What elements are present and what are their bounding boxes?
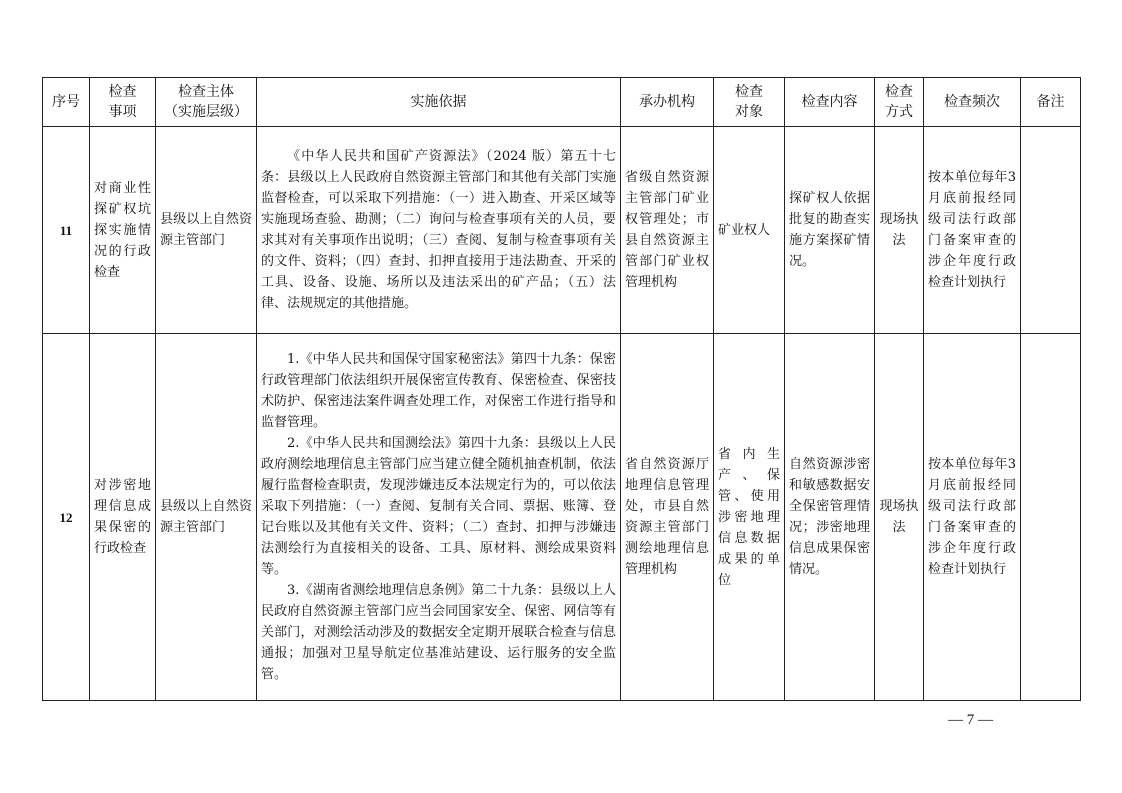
inspection-content: 探矿权人依据批复的勘查实施方案探矿情况。 [785, 127, 875, 334]
inspection-subject: 县级以上自然资源主管部门 [156, 334, 257, 701]
header-cell [875, 78, 924, 127]
inspection-method: 现场执法 [875, 334, 924, 701]
remarks [1021, 334, 1081, 701]
inspection-method: 现场执法 [875, 127, 924, 334]
inspection-item: 对商业性探矿权坑探实施情况的行政检查 [90, 127, 156, 334]
basis-paragraph: 2.《中华人民共和国测绘法》第四十九条：县级以上人民政府测绘地理信息主管部门应当建立健全随机抽查机制，依法履行监督检查职责，发现涉嫌违反本法规定行为的，可以依法采取下列措施：（一）查阅、复制有关合同、票据、账簿、登记台账以及其他有关文件、资料；（二）查封、扣押与涉嫌违法测绘行为直接相关的设备、工具、原材料、测绘成果资料等。 [261, 436, 616, 577]
basis-paragraph: 《中华人民共和国矿产资源法》（2024 版）第五十七条：县级以上人民政府自然资源主管部门和其他有关部门实施监督检查，可以采取下列措施：（一）进入勘查、开采区域等实施现场查验、勘测；（二）询问与检查事项有关的人员，要求其对有关事项作出说明；（三）查阅、复制与检查事项有关的文件、资料；（四）查封、扣押直接用于违法勘查、开采的工具、设备、设施、场所以及违法采出的矿产品；（五）法律、法规规定的其他措施。 [261, 149, 616, 311]
handling-agency: 省级自然资源主管部门矿业权管理处；市县自然资源主管部门矿业权管理机构 [621, 127, 714, 334]
inspection-frequency: 按本单位每年3月底前报经同级司法行政部门备案审查的涉企年度行政检查计划执行 [924, 127, 1021, 334]
table-row [43, 334, 1081, 701]
inspection-item: 对涉密地理信息成果保密的行政检查 [90, 334, 156, 701]
header-cell [156, 78, 257, 127]
inspection-content: 自然资源涉密和敏感数据安全保密管理情况；涉密地理信息成果保密情况。 [785, 334, 875, 701]
header-row [43, 78, 1081, 127]
inspection-table [42, 77, 1081, 701]
header-text: 检查 方式 [885, 84, 913, 120]
inspection-frequency: 按本单位每年3月底前报经同级司法行政部门备案审查的涉企年度行政检查计划执行 [924, 334, 1021, 701]
remarks [1021, 127, 1081, 334]
basis-paragraph: 1.《中华人民共和国保守国家秘密法》第四十九条：保密行政管理部门依法组织开展保密宣传教育、保密检查、保密技术防护、保密违法案件调查处理工作，对保密工作进行指导和监督管理。 [261, 352, 616, 430]
header-text: 检查 事项 [108, 84, 137, 120]
legal-basis [257, 127, 621, 334]
handling-agency: 省自然资源厅地理信息管理处，市县自然资源主管部门测绘地理信息管理机构 [621, 334, 714, 701]
header-cell: 检查内容 [785, 78, 875, 127]
header-text: 检查 对象 [735, 84, 763, 120]
header-cell: 备注 [1021, 78, 1081, 127]
inspection-target: 矿业权人 [714, 127, 785, 334]
header-cell: 序号 [43, 78, 90, 127]
basis-paragraph: 3.《湖南省测绘地理信息条例》第二十九条：县级以上人民政府自然资源主管部门应当会同国家安全、保密、网信等有关部门，对测绘活动涉及的数据安全定期开展联合检查与信息通报；加强对卫星导航定位基准站建设、运行服务的安全监管。 [261, 583, 616, 682]
page-number: — 7 — [948, 712, 993, 728]
header-cell: 检查频次 [924, 78, 1021, 127]
row-number: 12 [43, 334, 90, 701]
header-cell: 实施依据 [257, 78, 621, 127]
header-cell [714, 78, 785, 127]
inspection-subject: 县级以上自然资源主管部门 [156, 127, 257, 334]
inspection-target: 省内生产、保管、使用涉密地理信息数据成果的单位 [714, 334, 785, 701]
header-text: 检查主体 （实施层级） [164, 84, 248, 120]
table-row [43, 127, 1081, 334]
header-cell: 承办机构 [621, 78, 714, 127]
header-cell [90, 78, 156, 127]
row-number: 11 [43, 127, 90, 334]
legal-basis [257, 334, 621, 701]
